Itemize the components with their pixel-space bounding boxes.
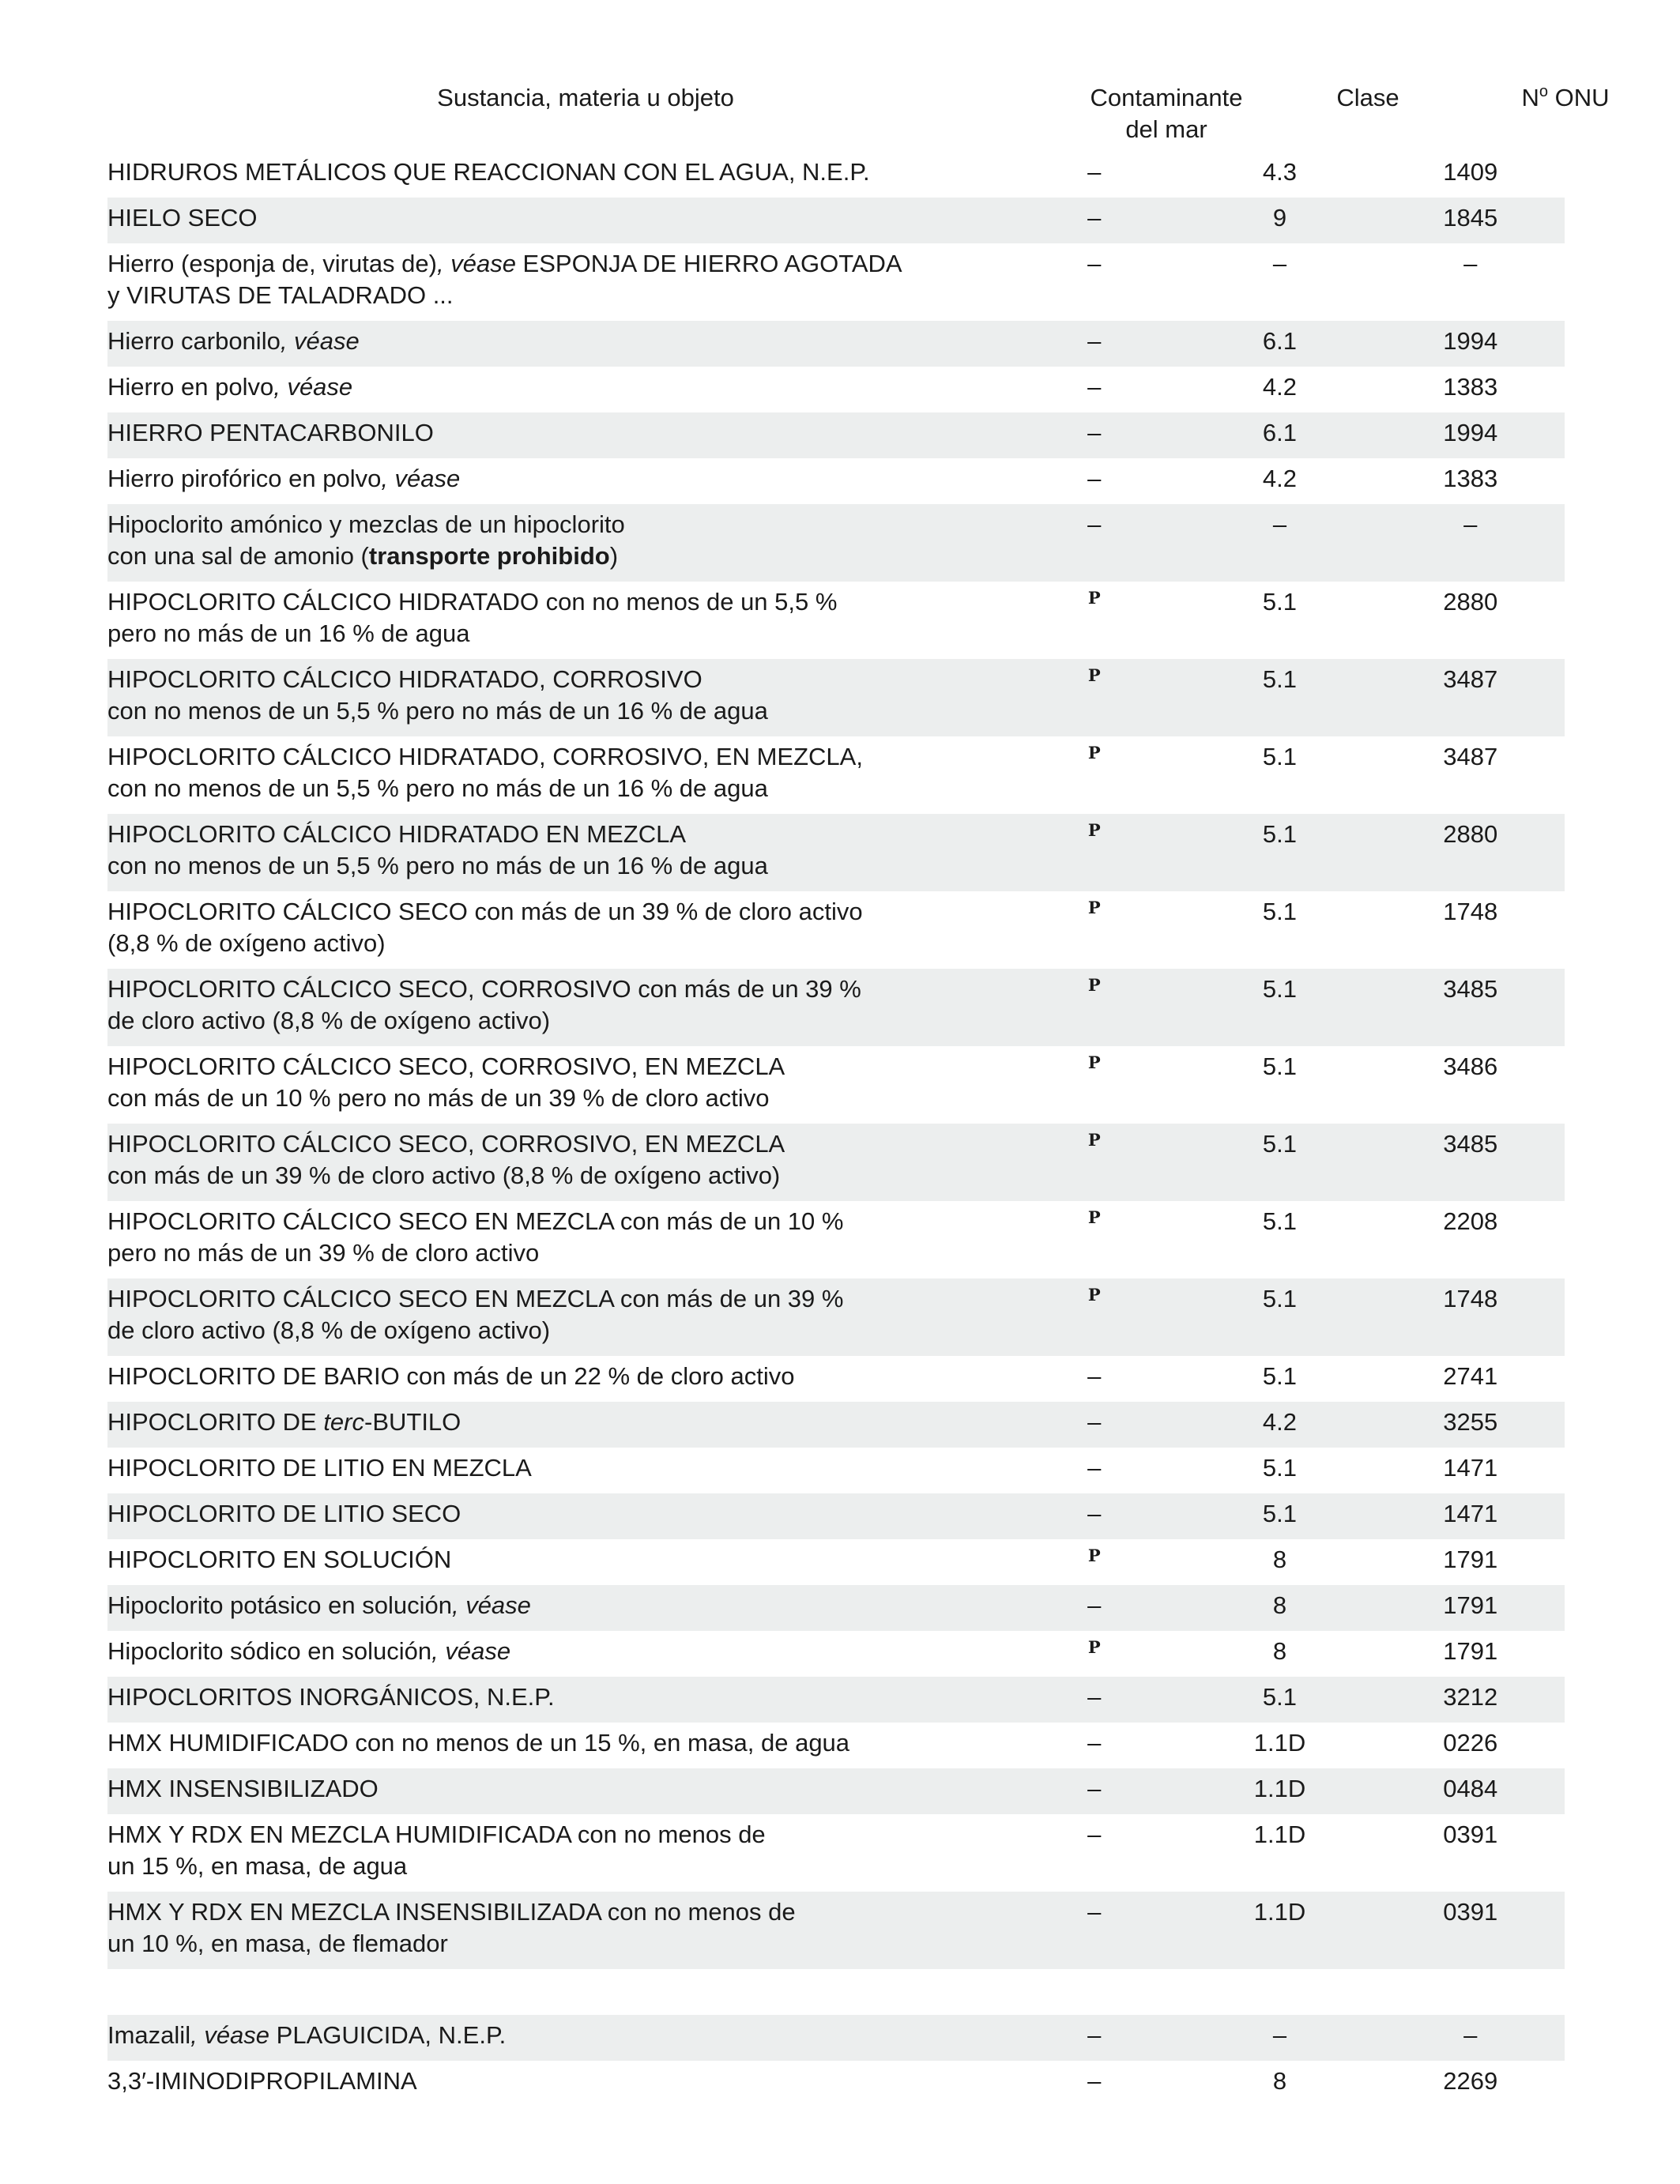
marine-pollutant-cell xyxy=(1005,1201,1183,1278)
class-cell: 8 xyxy=(1272,1637,1287,1665)
class-cell: 4.2 xyxy=(1262,1408,1298,1436)
table-row xyxy=(107,1631,1565,1677)
table-row xyxy=(107,458,1565,504)
marine-pollutant-cell: – xyxy=(1087,1775,1102,1802)
marine-pollutant-cell: – xyxy=(1087,158,1102,186)
substance-name xyxy=(107,582,1005,659)
table-row xyxy=(107,1585,1565,1631)
table-row xyxy=(107,198,1565,243)
substance-name-part: transporte prohibido xyxy=(368,542,610,570)
marine-pollutant-mark: P xyxy=(1087,1130,1101,1150)
marine-pollutant-mark: P xyxy=(1087,898,1101,917)
un-number-cell: 0391 xyxy=(1443,1898,1498,1926)
marine-pollutant-cell: – xyxy=(1087,327,1102,355)
marine-pollutant-cell xyxy=(1005,1124,1183,1201)
table-row xyxy=(107,1046,1565,1124)
substance-name xyxy=(107,1585,1005,1631)
marine-pollutant-cell: – xyxy=(1087,1898,1102,1926)
substance-name xyxy=(107,1278,1005,1356)
un-number-cell: 2741 xyxy=(1443,1362,1498,1390)
un-number-cell: 2880 xyxy=(1443,588,1498,616)
substance-name-part: , véase xyxy=(436,250,516,277)
marine-pollutant-mark: P xyxy=(1087,1637,1101,1657)
substance-name xyxy=(107,1046,1005,1124)
marine-pollutant-cell: – xyxy=(1087,1454,1102,1482)
marine-pollutant-cell: – xyxy=(1087,1821,1102,1848)
marine-pollutant-cell xyxy=(1005,1631,1183,1677)
substance-name-part: HMX INSENSIBILIZADO xyxy=(107,1775,379,1802)
substance-name xyxy=(107,1124,1005,1201)
class-cell: 5.1 xyxy=(1262,1683,1298,1711)
header-marine-line1: Contaminante xyxy=(1090,84,1243,111)
class-cell: 8 xyxy=(1272,1546,1287,1573)
marine-pollutant-cell xyxy=(1005,891,1183,969)
marine-pollutant-cell: – xyxy=(1087,419,1102,446)
table-row xyxy=(107,582,1565,659)
marine-pollutant-cell: – xyxy=(1087,1591,1102,1619)
class-cell: 5.1 xyxy=(1262,975,1298,1003)
substance-name xyxy=(107,1892,1005,1969)
table-row xyxy=(107,2061,1565,2107)
un-number-cell: – xyxy=(1463,510,1478,538)
class-cell: – xyxy=(1272,510,1287,538)
substance-name-part: ) xyxy=(609,542,619,570)
table-row xyxy=(107,1124,1565,1201)
marine-pollutant-mark: P xyxy=(1087,1546,1101,1565)
table-row xyxy=(107,659,1565,736)
table-row xyxy=(107,1356,1565,1402)
class-cell: – xyxy=(1272,2021,1287,2049)
substance-name xyxy=(107,1402,1005,1448)
table-body xyxy=(107,152,1565,2107)
substance-name xyxy=(107,198,1005,243)
un-number-cell: 2269 xyxy=(1443,2067,1498,2095)
substance-name xyxy=(107,504,1005,582)
header-un-number xyxy=(1467,82,1664,114)
substance-name xyxy=(107,458,1005,504)
marine-pollutant-cell: – xyxy=(1087,204,1102,232)
class-cell: 5.1 xyxy=(1262,1454,1298,1482)
substance-name-part: , véase xyxy=(451,1591,531,1619)
marine-pollutant-cell: – xyxy=(1087,2021,1102,2049)
substance-name-part: , véase xyxy=(381,465,461,492)
marine-pollutant-cell: – xyxy=(1087,373,1102,401)
substance-name-part: Imazalil xyxy=(107,2021,191,2049)
substance-name-part: HIPOCLORITOS INORGÁNICOS, N.E.P. xyxy=(107,1683,555,1711)
un-number-cell: 3255 xyxy=(1443,1408,1498,1436)
class-cell: 5.1 xyxy=(1262,1285,1298,1312)
marine-pollutant-cell: – xyxy=(1087,250,1102,277)
class-cell: 4.2 xyxy=(1262,465,1298,492)
table-header xyxy=(107,79,1610,152)
un-number-cell: 1994 xyxy=(1443,327,1498,355)
marine-pollutant-cell: – xyxy=(1087,1500,1102,1527)
table-spacer xyxy=(107,1969,1565,2015)
header-class: Clase xyxy=(1336,84,1399,111)
substance-name xyxy=(107,736,1005,814)
table-row xyxy=(107,1723,1565,1768)
substance-name xyxy=(107,1723,1005,1768)
header-un-suffix: ONU xyxy=(1548,84,1610,111)
substance-name-part: HIPOCLORITO CÁLCICO SECO, CORROSIVO, EN MEZCLA con más de un 10 % pero no más de un 39 % de cloro activo xyxy=(107,1052,785,1112)
marine-pollutant-cell xyxy=(1005,814,1183,891)
marine-pollutant-mark: P xyxy=(1087,1285,1101,1305)
header-marine-pollutant xyxy=(1064,82,1269,145)
substance-name-part: HIPOCLORITO EN SOLUCIÓN xyxy=(107,1546,452,1573)
substance-name-part: HIPOCLORITO CÁLCICO SECO con más de un 39 % de cloro activo (8,8 % de oxígeno activo) xyxy=(107,898,863,957)
marine-pollutant-cell xyxy=(1005,969,1183,1046)
table-row xyxy=(107,1814,1565,1892)
table-row xyxy=(107,1892,1565,1969)
table-row xyxy=(107,243,1565,321)
substance-name xyxy=(107,152,1005,198)
substance-name-part: HIPOCLORITO DE LITIO SECO xyxy=(107,1500,461,1527)
table-row xyxy=(107,1677,1565,1723)
substance-name xyxy=(107,1677,1005,1723)
substance-name xyxy=(107,659,1005,736)
substance-name-part: HIPOCLORITO DE xyxy=(107,1408,324,1436)
table-row xyxy=(107,152,1565,198)
marine-pollutant-mark: P xyxy=(1087,665,1101,685)
un-number-cell: 3486 xyxy=(1443,1052,1498,1080)
un-number-cell: 0484 xyxy=(1443,1775,1498,1802)
marine-pollutant-cell xyxy=(1005,1278,1183,1356)
substance-name xyxy=(107,1631,1005,1677)
substance-name-part: PLAGUICIDA, N.E.P. xyxy=(269,2021,507,2049)
marine-pollutant-mark: P xyxy=(1087,1052,1101,1072)
marine-pollutant-cell: – xyxy=(1087,1683,1102,1711)
substance-name-part: -BUTILO xyxy=(364,1408,461,1436)
class-cell: 5.1 xyxy=(1262,898,1298,925)
class-cell: 5.1 xyxy=(1262,1130,1298,1158)
substance-name-part: Hierro (esponja de, virutas de) xyxy=(107,250,437,277)
substance-name-part: Hipoclorito sódico en solución xyxy=(107,1637,432,1665)
un-number-cell: 1791 xyxy=(1443,1546,1498,1573)
substance-name-part: Hipoclorito amónico y mezclas de un hipoclorito con una sal de amonio ( xyxy=(107,510,625,570)
marine-pollutant-cell: – xyxy=(1087,1362,1102,1390)
substance-name xyxy=(107,814,1005,891)
class-cell: 5.1 xyxy=(1262,1500,1298,1527)
table-row xyxy=(107,736,1565,814)
substance-name-part: 3,3′-IMINODIPROPILAMINA xyxy=(107,2067,417,2095)
table-row xyxy=(107,504,1565,582)
substance-name-part: , véase xyxy=(190,2021,270,2049)
class-cell: 4.2 xyxy=(1262,373,1298,401)
un-number-cell: 1845 xyxy=(1443,204,1498,232)
marine-pollutant-cell xyxy=(1005,1539,1183,1585)
class-cell: 4.3 xyxy=(1262,158,1298,186)
marine-pollutant-cell xyxy=(1005,582,1183,659)
substance-name-part: HIPOCLORITO CÁLCICO HIDRATADO, CORROSIVO con no menos de un 5,5 % pero no más de un 16 % de agua xyxy=(107,665,768,725)
table-row xyxy=(107,2015,1565,2061)
marine-pollutant-cell: – xyxy=(1087,2067,1102,2095)
substance-name xyxy=(107,412,1005,458)
substance-name-part: HIPOCLORITO DE BARIO con más de un 22 % de cloro activo xyxy=(107,1362,795,1390)
substance-name-part: ESPONJA DE HIERRO AGOTADA y VIRUTAS DE TALADRADO ... xyxy=(107,250,902,309)
substance-name-part: HMX HUMIDIFICADO con no menos de un 15 %, en masa, de agua xyxy=(107,1729,850,1757)
substance-name-part: , véase xyxy=(280,327,360,355)
substance-name xyxy=(107,1814,1005,1892)
dangerous-goods-table xyxy=(107,79,1610,2107)
table-row xyxy=(107,1278,1565,1356)
un-number-cell: 1791 xyxy=(1443,1591,1498,1619)
table-row xyxy=(107,321,1565,367)
class-cell: 1.1D xyxy=(1253,1898,1306,1926)
table-row xyxy=(107,891,1565,969)
substance-name xyxy=(107,367,1005,412)
substance-name-part: HIPOCLORITO CÁLCICO SECO, CORROSIVO, EN MEZCLA con más de un 39 % de cloro activo (8,8 % de oxígeno activo) xyxy=(107,1130,785,1189)
class-cell: 8 xyxy=(1272,1591,1287,1619)
un-number-cell: – xyxy=(1463,250,1478,277)
marine-pollutant-cell xyxy=(1005,659,1183,736)
substance-name xyxy=(107,1768,1005,1814)
class-cell: 5.1 xyxy=(1262,1362,1298,1390)
substance-name-part: HMX Y RDX EN MEZCLA INSENSIBILIZADA con no menos de un 10 %, en masa, de flemador xyxy=(107,1898,796,1957)
class-cell: 5.1 xyxy=(1262,1052,1298,1080)
class-cell: 5.1 xyxy=(1262,820,1298,848)
un-number-cell: 1471 xyxy=(1443,1454,1498,1482)
class-cell: 5.1 xyxy=(1262,588,1298,616)
class-cell: 1.1D xyxy=(1253,1821,1306,1848)
un-number-cell: 1471 xyxy=(1443,1500,1498,1527)
class-cell: 5.1 xyxy=(1262,1207,1298,1235)
substance-name-part: Hierro carbonilo xyxy=(107,327,281,355)
un-number-cell: 2880 xyxy=(1443,820,1498,848)
class-cell: 5.1 xyxy=(1262,743,1298,770)
marine-pollutant-cell: – xyxy=(1087,1408,1102,1436)
class-cell: 6.1 xyxy=(1262,327,1298,355)
class-cell: 9 xyxy=(1272,204,1287,232)
table-row xyxy=(107,1493,1565,1539)
class-cell: 8 xyxy=(1272,2067,1287,2095)
marine-pollutant-cell xyxy=(1005,736,1183,814)
un-number-cell: 3485 xyxy=(1443,1130,1498,1158)
un-number-cell: 1409 xyxy=(1443,158,1498,186)
substance-name xyxy=(107,2061,1005,2107)
substance-name-part: HIPOCLORITO CÁLCICO SECO, CORROSIVO con más de un 39 % de cloro activo (8,8 % de oxígeno activo) xyxy=(107,975,861,1034)
marine-pollutant-cell xyxy=(1005,1046,1183,1124)
un-number-cell: 3212 xyxy=(1443,1683,1498,1711)
class-cell: 5.1 xyxy=(1262,665,1298,693)
class-cell: 6.1 xyxy=(1262,419,1298,446)
substance-name xyxy=(107,969,1005,1046)
header-substance: Sustancia, materia u objeto xyxy=(437,84,734,111)
substance-name-part: HMX Y RDX EN MEZCLA HUMIDIFICADA con no menos de un 15 %, en masa, de agua xyxy=(107,1821,766,1880)
substance-name-part: Hipoclorito potásico en solución xyxy=(107,1591,452,1619)
substance-name-part: terc xyxy=(323,1408,364,1436)
un-number-cell: 1994 xyxy=(1443,419,1498,446)
substance-name xyxy=(107,243,1005,321)
header-marine-line2: del mar xyxy=(1125,115,1207,143)
un-number-cell: 1748 xyxy=(1443,898,1498,925)
substance-name-part: Hierro en polvo xyxy=(107,373,274,401)
substance-name xyxy=(107,2015,1005,2061)
table-row xyxy=(107,969,1565,1046)
un-number-cell: 3487 xyxy=(1443,743,1498,770)
marine-pollutant-mark: P xyxy=(1087,588,1101,608)
substance-name xyxy=(107,321,1005,367)
table-row xyxy=(107,1539,1565,1585)
class-cell: 1.1D xyxy=(1253,1729,1306,1757)
table-row xyxy=(107,412,1565,458)
table-row xyxy=(107,1402,1565,1448)
un-number-cell: – xyxy=(1463,2021,1478,2049)
un-number-cell: 0226 xyxy=(1443,1729,1498,1757)
substance-name-part: , véase xyxy=(431,1637,511,1665)
un-number-cell: 1383 xyxy=(1443,373,1498,401)
table-row xyxy=(107,814,1565,891)
substance-name-part: HIPOCLORITO CÁLCICO SECO EN MEZCLA con más de un 10 % pero no más de un 39 % de cloro activo xyxy=(107,1207,844,1267)
marine-pollutant-cell: – xyxy=(1087,465,1102,492)
table-row xyxy=(107,367,1565,412)
substance-name-part: HIDRUROS METÁLICOS QUE REACCIONAN CON EL AGUA, N.E.P. xyxy=(107,158,870,186)
marine-pollutant-mark: P xyxy=(1087,975,1101,995)
un-number-cell: 3487 xyxy=(1443,665,1498,693)
un-number-cell: 1748 xyxy=(1443,1285,1498,1312)
substance-name-part: HIPOCLORITO CÁLCICO SECO EN MEZCLA con más de un 39 % de cloro activo (8,8 % de oxígeno activo) xyxy=(107,1285,844,1344)
substance-name-part: HIELO SECO xyxy=(107,204,258,232)
substance-name xyxy=(107,1448,1005,1493)
marine-pollutant-mark: P xyxy=(1087,743,1101,763)
substance-name-part: HIERRO PENTACARBONILO xyxy=(107,419,434,446)
un-number-cell: 3485 xyxy=(1443,975,1498,1003)
substance-name xyxy=(107,1539,1005,1585)
marine-pollutant-cell: – xyxy=(1087,1729,1102,1757)
un-number-cell: 2208 xyxy=(1443,1207,1498,1235)
table-row xyxy=(107,1768,1565,1814)
class-cell: – xyxy=(1272,250,1287,277)
substance-name-part: HIPOCLORITO CÁLCICO HIDRATADO EN MEZCLA con no menos de un 5,5 % pero no más de un 16 % de agua xyxy=(107,820,768,879)
marine-pollutant-mark: P xyxy=(1087,1207,1101,1227)
substance-name-part: HIPOCLORITO DE LITIO EN MEZCLA xyxy=(107,1454,532,1482)
substance-name xyxy=(107,1493,1005,1539)
header-un-sup: o xyxy=(1539,83,1548,100)
substance-name xyxy=(107,891,1005,969)
substance-name-part: HIPOCLORITO CÁLCICO HIDRATADO con no menos de un 5,5 % pero no más de un 16 % de agua xyxy=(107,588,838,647)
table-row xyxy=(107,1201,1565,1278)
table-row xyxy=(107,1448,1565,1493)
un-number-cell: 0391 xyxy=(1443,1821,1498,1848)
un-number-cell: 1791 xyxy=(1443,1637,1498,1665)
substance-name-part: , véase xyxy=(273,373,353,401)
marine-pollutant-cell: – xyxy=(1087,510,1102,538)
substance-name xyxy=(107,1356,1005,1402)
header-un-prefix: N xyxy=(1521,84,1539,111)
marine-pollutant-mark: P xyxy=(1087,820,1101,840)
substance-name-part: Hierro pirofórico en polvo xyxy=(107,465,382,492)
class-cell: 1.1D xyxy=(1253,1775,1306,1802)
un-number-cell: 1383 xyxy=(1443,465,1498,492)
substance-name xyxy=(107,1201,1005,1278)
substance-name-part: HIPOCLORITO CÁLCICO HIDRATADO, CORROSIVO, EN MEZCLA, con no menos de un 5,5 % pero no más de un 16 % de agua xyxy=(107,743,863,802)
